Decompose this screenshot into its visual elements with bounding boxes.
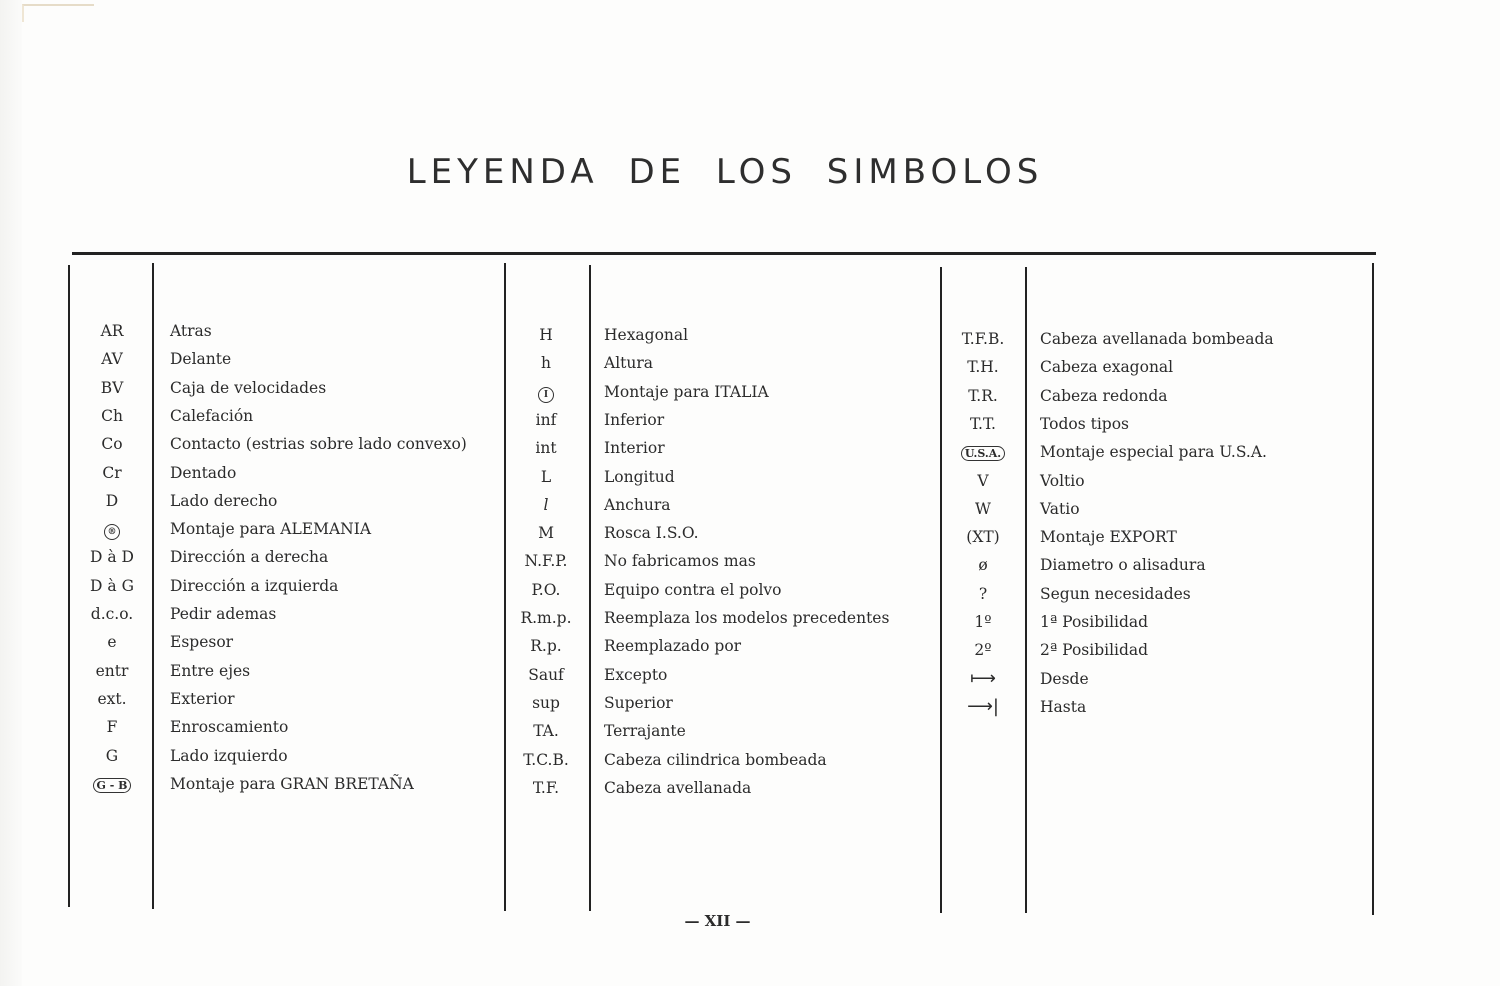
symbol-text: T.F.B. xyxy=(961,330,1005,348)
legend-row xyxy=(72,402,504,430)
legend-meaning: Desde xyxy=(1040,669,1089,688)
symbol-text: V xyxy=(977,471,989,490)
legend-row xyxy=(942,580,1372,608)
symbol-text: T.R. xyxy=(968,386,998,405)
legend-meaning: Calefación xyxy=(170,406,254,425)
legend-symbol xyxy=(72,317,152,345)
legend-meaning: Altura xyxy=(604,354,654,373)
symbol-text: ⟶| xyxy=(967,695,999,717)
legend-row xyxy=(942,551,1372,579)
legend-row xyxy=(942,608,1372,636)
symbol-text: D à G xyxy=(90,576,134,595)
legend-row xyxy=(72,742,504,770)
legend-row xyxy=(506,774,940,802)
legend-symbol xyxy=(942,580,1024,608)
symbol-text: G - B xyxy=(93,778,132,793)
legend-meaning: Espesor xyxy=(170,633,234,652)
legend-symbol xyxy=(942,693,1024,721)
legend-meaning: Caja de velocidades xyxy=(170,378,327,397)
legend-row xyxy=(506,406,940,434)
legend-row xyxy=(506,661,940,689)
legend-symbol xyxy=(506,321,586,349)
legend-row xyxy=(72,600,504,628)
legend-symbol xyxy=(506,547,586,575)
symbol-text: Cr xyxy=(102,463,122,482)
legend-meaning: Montaje especial para U.S.A. xyxy=(1040,443,1267,462)
symbol-text: AV xyxy=(101,350,123,369)
legend-row xyxy=(506,604,940,632)
legend-symbol xyxy=(506,661,586,689)
symbol-text: l xyxy=(543,495,549,514)
legend-symbol xyxy=(942,551,1024,579)
legend-meaning: Cabeza avellanada bombeada xyxy=(1040,330,1274,348)
legend-symbol xyxy=(506,406,586,434)
legend-row xyxy=(72,430,504,458)
legend-meaning: Pedir ademas xyxy=(170,605,277,623)
legend-symbol xyxy=(506,632,586,660)
legend-symbol xyxy=(942,495,1024,523)
symbol-text: Co xyxy=(101,435,123,454)
legend-symbol xyxy=(72,713,152,741)
legend-symbol xyxy=(942,410,1024,438)
symbol-text: ® xyxy=(104,524,120,540)
page-edge xyxy=(0,0,22,986)
legend-row xyxy=(942,467,1372,495)
legend-row xyxy=(506,349,940,377)
legend-symbol xyxy=(942,665,1024,693)
symbol-text: F xyxy=(106,718,118,737)
legend-row xyxy=(72,459,504,487)
symbol-text: R.p. xyxy=(530,637,562,656)
symbol-text: 2º xyxy=(974,641,992,660)
legend-meaning: Voltio xyxy=(1040,471,1085,490)
legend-row xyxy=(506,519,940,547)
legend-symbol xyxy=(942,636,1024,664)
legend-meaning: Cabeza cilindrica bombeada xyxy=(604,750,827,769)
legend-symbol xyxy=(506,349,586,377)
legend-meaning: Lado derecho xyxy=(170,491,278,510)
legend-meaning: Enroscamiento xyxy=(170,718,289,737)
legend-row xyxy=(72,628,504,656)
legend-row xyxy=(942,636,1372,664)
symbol-text: D à D xyxy=(90,548,134,567)
symbol-text: ? xyxy=(978,584,988,603)
symbol-text: entr xyxy=(95,661,129,680)
symbol-text: R.m.p. xyxy=(520,609,572,627)
legend-row xyxy=(72,515,504,543)
legend-meaning: Longitud xyxy=(604,467,675,486)
legend-row xyxy=(72,685,504,713)
legend-symbol xyxy=(72,600,152,628)
legend-symbol xyxy=(72,657,152,685)
legend-symbol xyxy=(942,438,1024,466)
legend-meaning: Rosca I.S.O. xyxy=(604,524,699,543)
symbol-text: 1º xyxy=(974,613,992,631)
legend-symbol xyxy=(942,467,1024,495)
symbol-text: T.F. xyxy=(532,778,560,797)
legend-meaning: Dirección a izquierda xyxy=(170,576,339,595)
legend-row xyxy=(506,491,940,519)
symbol-text: T.H. xyxy=(967,358,999,377)
legend-meaning: Exterior xyxy=(170,689,235,708)
legend-meaning: Montaje EXPORT xyxy=(1040,528,1177,547)
legend-meaning: Montaje para ALEMANIA xyxy=(170,520,372,539)
legend-symbol xyxy=(942,608,1024,636)
legend-symbol xyxy=(72,402,152,430)
symbol-text: H xyxy=(539,326,553,344)
legend-meaning: Hasta xyxy=(1040,697,1087,716)
page-title: LEYENDA DE LOS SIMBOLOS xyxy=(406,152,1044,192)
legend-row xyxy=(72,770,504,798)
legend-row xyxy=(506,576,940,604)
legend-symbol xyxy=(942,382,1024,410)
legend-row xyxy=(506,547,940,575)
legend-row xyxy=(506,434,940,462)
symbol-text: D xyxy=(105,491,119,510)
legend-row xyxy=(942,665,1372,693)
legend-symbol xyxy=(942,523,1024,551)
legend-symbol xyxy=(72,487,152,515)
legend-meaning: Interior xyxy=(604,439,665,458)
legend-meaning: Lado izquierdo xyxy=(170,746,288,765)
page-number: — XII — xyxy=(684,912,751,930)
symbol-text: Sauf xyxy=(528,665,564,684)
symbol-text: h xyxy=(541,354,551,373)
legend-row xyxy=(942,353,1372,381)
legend-row xyxy=(942,495,1372,523)
legend-symbol xyxy=(72,374,152,402)
symbol-text: W xyxy=(975,499,991,518)
legend-symbol xyxy=(72,742,152,770)
legend-meaning: Montaje para ITALIA xyxy=(604,382,769,401)
legend-symbol xyxy=(942,325,1024,353)
legend-meaning: 2ª Posibilidad xyxy=(1040,641,1149,660)
legend-meaning: Delante xyxy=(170,350,232,369)
symbol-text: d.c.o. xyxy=(90,605,134,623)
symbol-text: e xyxy=(107,633,117,652)
legend-row xyxy=(942,382,1372,410)
symbol-text: L xyxy=(540,467,552,486)
legend-symbol xyxy=(506,378,586,406)
legend-meaning: Segun necesidades xyxy=(1040,584,1191,603)
legend-meaning: No fabricamos mas xyxy=(604,552,756,571)
legend-row xyxy=(72,487,504,515)
legend-symbol xyxy=(506,774,586,802)
legend-symbol xyxy=(72,770,152,798)
legend-row xyxy=(72,713,504,741)
legend-row xyxy=(72,374,504,402)
legend-row xyxy=(506,463,940,491)
legend-symbol xyxy=(72,459,152,487)
legend-symbol xyxy=(506,717,586,745)
symbol-text: U.S.A. xyxy=(961,446,1005,461)
legend-meaning: Inferior xyxy=(604,410,665,429)
symbol-text: inf xyxy=(535,410,557,429)
legend-symbol xyxy=(506,746,586,774)
legend-symbol xyxy=(506,434,586,462)
legend-meaning: Superior xyxy=(604,693,673,712)
legend-symbol xyxy=(506,604,586,632)
legend-meaning: Hexagonal xyxy=(604,326,689,344)
legend-meaning: Dirección a derecha xyxy=(170,548,329,567)
legend-meaning: Equipo contra el polvo xyxy=(604,580,782,599)
legend-symbol xyxy=(72,345,152,373)
legend-symbol xyxy=(72,685,152,713)
legend-row xyxy=(72,543,504,571)
symbol-text: ⟼ xyxy=(970,667,996,689)
legend-symbol xyxy=(506,519,586,547)
legend-row xyxy=(942,693,1372,721)
legend-symbol xyxy=(506,689,586,717)
legend-row xyxy=(72,317,504,345)
legend-row xyxy=(506,321,940,349)
legend-symbol xyxy=(506,576,586,604)
legend-symbol xyxy=(942,353,1024,381)
legend-meaning: Reemplazado por xyxy=(604,637,742,656)
corner-mark xyxy=(22,4,94,22)
legend-symbol xyxy=(72,628,152,656)
legend-row xyxy=(506,746,940,774)
legend-symbol xyxy=(72,515,152,543)
legend-meaning: Entre ejes xyxy=(170,661,251,680)
symbol-text: P.O. xyxy=(531,580,561,599)
legend-meaning: Todos tipos xyxy=(1040,414,1129,433)
legend-row xyxy=(72,657,504,685)
legend-symbol xyxy=(72,430,152,458)
legend-row xyxy=(942,523,1372,551)
legend-meaning: Diametro o alisadura xyxy=(1040,556,1206,575)
symbol-text: T.T. xyxy=(970,414,996,433)
symbol-text: ext. xyxy=(97,689,127,708)
legend-meaning: Anchura xyxy=(604,495,671,514)
legend-meaning: Atras xyxy=(170,322,212,340)
legend-meaning: Cabeza redonda xyxy=(1040,386,1168,405)
legend-row xyxy=(942,325,1372,353)
legend-row xyxy=(506,689,940,717)
symbol-text: sup xyxy=(532,693,560,712)
symbol-text: I xyxy=(538,387,554,403)
legend-symbol xyxy=(72,572,152,600)
symbol-text: T.C.B. xyxy=(523,750,569,769)
legend-symbol xyxy=(506,491,586,519)
legend-meaning: Montaje para GRAN BRETAÑA xyxy=(170,774,414,793)
symbol-text: (XT) xyxy=(966,528,1000,547)
symbol-text: TA. xyxy=(533,722,559,741)
symbol-text: M xyxy=(538,524,554,543)
legend-meaning: Contacto (estrias sobre lado convexo) xyxy=(170,435,467,454)
symbol-text: Ch xyxy=(101,406,123,425)
column-divider xyxy=(68,265,70,907)
symbol-legend-table xyxy=(72,252,1376,913)
symbol-text: G xyxy=(105,746,119,765)
legend-meaning: Reemplaza los modelos precedentes xyxy=(604,609,890,627)
symbol-text: AR xyxy=(100,322,124,340)
symbol-text: ø xyxy=(978,556,988,575)
legend-row xyxy=(72,345,504,373)
legend-meaning: Terrajante xyxy=(604,722,686,741)
legend-meaning: Cabeza exagonal xyxy=(1040,358,1174,377)
legend-meaning: Dentado xyxy=(170,463,237,482)
legend-meaning: Excepto xyxy=(604,665,668,684)
legend-meaning: Vatio xyxy=(1040,499,1080,518)
legend-row xyxy=(506,632,940,660)
legend-row xyxy=(506,378,940,406)
column-divider xyxy=(1372,263,1374,915)
legend-meaning: Cabeza avellanada xyxy=(604,778,752,797)
legend-meaning: 1ª Posibilidad xyxy=(1040,613,1149,631)
legend-symbol xyxy=(506,463,586,491)
symbol-text: N.F.P. xyxy=(524,552,568,571)
symbol-text: BV xyxy=(100,378,124,397)
legend-symbol xyxy=(72,543,152,571)
legend-row xyxy=(942,438,1372,466)
symbol-text: int xyxy=(535,439,557,458)
legend-row xyxy=(942,410,1372,438)
legend-row xyxy=(506,717,940,745)
legend-row xyxy=(72,572,504,600)
